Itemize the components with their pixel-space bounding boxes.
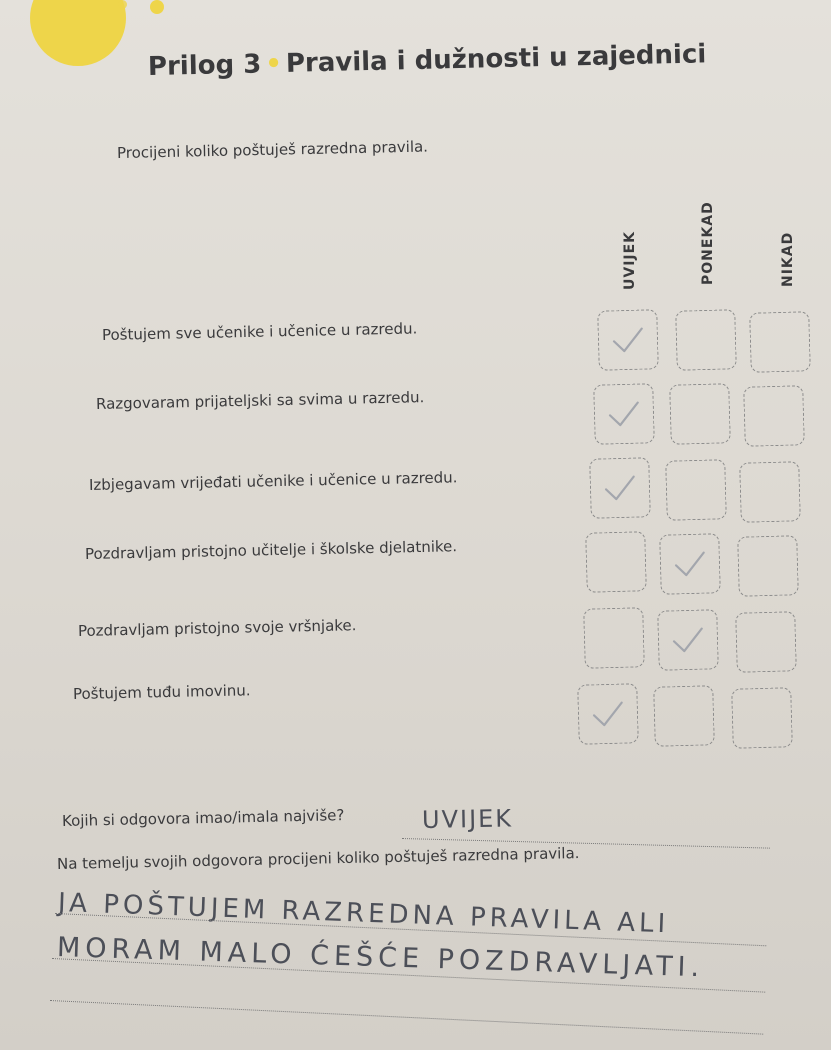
checkbox-row6-ponekad[interactable]	[653, 685, 715, 747]
checkbox-row6-uvijek[interactable]	[577, 683, 639, 745]
handwritten-answer-line-2: MORAM MALO ĆEŠĆE POZDRAVLJATI.	[56, 932, 705, 984]
page-title	[148, 39, 707, 82]
handwritten-answer-line-1: JA POŠTUJEM RAZREDNA PRAVILA ALI	[57, 888, 670, 940]
yellow-dot-decoration	[118, 0, 127, 9]
rule-label-1: Poštujem sve učenike i učenice u razredu.	[101, 319, 418, 344]
checkbox-row5-ponekad[interactable]	[657, 609, 719, 671]
checkbox-row2-uvijek[interactable]	[593, 383, 655, 445]
checkmark-icon	[673, 549, 708, 580]
rule-label-3: Izbjegavam vrijeđati učenike i učenice u razredu.	[88, 468, 458, 494]
rule-label-2: Razgovaram prijateljski sa svima u razredu.	[95, 388, 425, 413]
checkbox-row3-ponekad[interactable]	[665, 459, 727, 521]
checkbox-row4-nikad[interactable]	[737, 535, 799, 597]
column-header-uvijek: UVIJEK	[622, 230, 638, 290]
checkmark-icon	[603, 473, 638, 504]
handwritten-answer-most: UVIJEK	[421, 804, 514, 834]
yellow-dot-decoration	[150, 0, 164, 14]
question-most-answers: Kojih si odgovora imao/imala najviše?	[61, 806, 345, 830]
title-text: Pravila i dužnosti u zajednici	[285, 39, 707, 79]
checkmark-icon	[611, 325, 646, 356]
yellow-circle-decoration	[30, 0, 126, 66]
rule-label-4: Pozdravljam pristojno učitelje i školske djelatnike.	[84, 537, 458, 563]
checkbox-row3-nikad[interactable]	[739, 461, 801, 523]
checkbox-row2-nikad[interactable]	[743, 385, 805, 447]
checkbox-row3-uvijek[interactable]	[589, 457, 651, 519]
checkmark-icon	[607, 399, 642, 430]
answer-line-4[interactable]	[50, 1000, 763, 1035]
checkbox-row1-uvijek[interactable]	[597, 309, 659, 371]
checkbox-row1-nikad[interactable]	[749, 311, 811, 373]
column-header-ponekad: PONEKAD	[700, 201, 716, 285]
checkmark-icon	[591, 699, 626, 730]
question-assessment: Na temelju svojih odgovora procijeni koliko poštuješ razredna pravila.	[56, 844, 580, 873]
checkbox-row5-uvijek[interactable]	[583, 607, 645, 669]
column-header-nikad: NIKAD	[780, 231, 796, 287]
checkmark-icon	[671, 625, 706, 656]
rule-label-5: Pozdravljam pristojno svoje vršnjake.	[77, 616, 357, 640]
checkbox-row4-ponekad[interactable]	[659, 533, 721, 595]
title-separator: •	[264, 48, 283, 80]
checkbox-row2-ponekad[interactable]	[669, 383, 731, 445]
checkbox-row4-uvijek[interactable]	[585, 531, 647, 593]
rule-label-6: Poštujem tuđu imovinu.	[72, 681, 251, 703]
instruction-text: Procijeni koliko poštuješ razredna pravila.	[116, 137, 429, 162]
checkbox-row5-nikad[interactable]	[735, 611, 797, 673]
checkbox-row6-nikad[interactable]	[731, 687, 793, 749]
title-prefix: Prilog 3	[147, 49, 262, 82]
checkbox-row1-ponekad[interactable]	[675, 309, 737, 371]
